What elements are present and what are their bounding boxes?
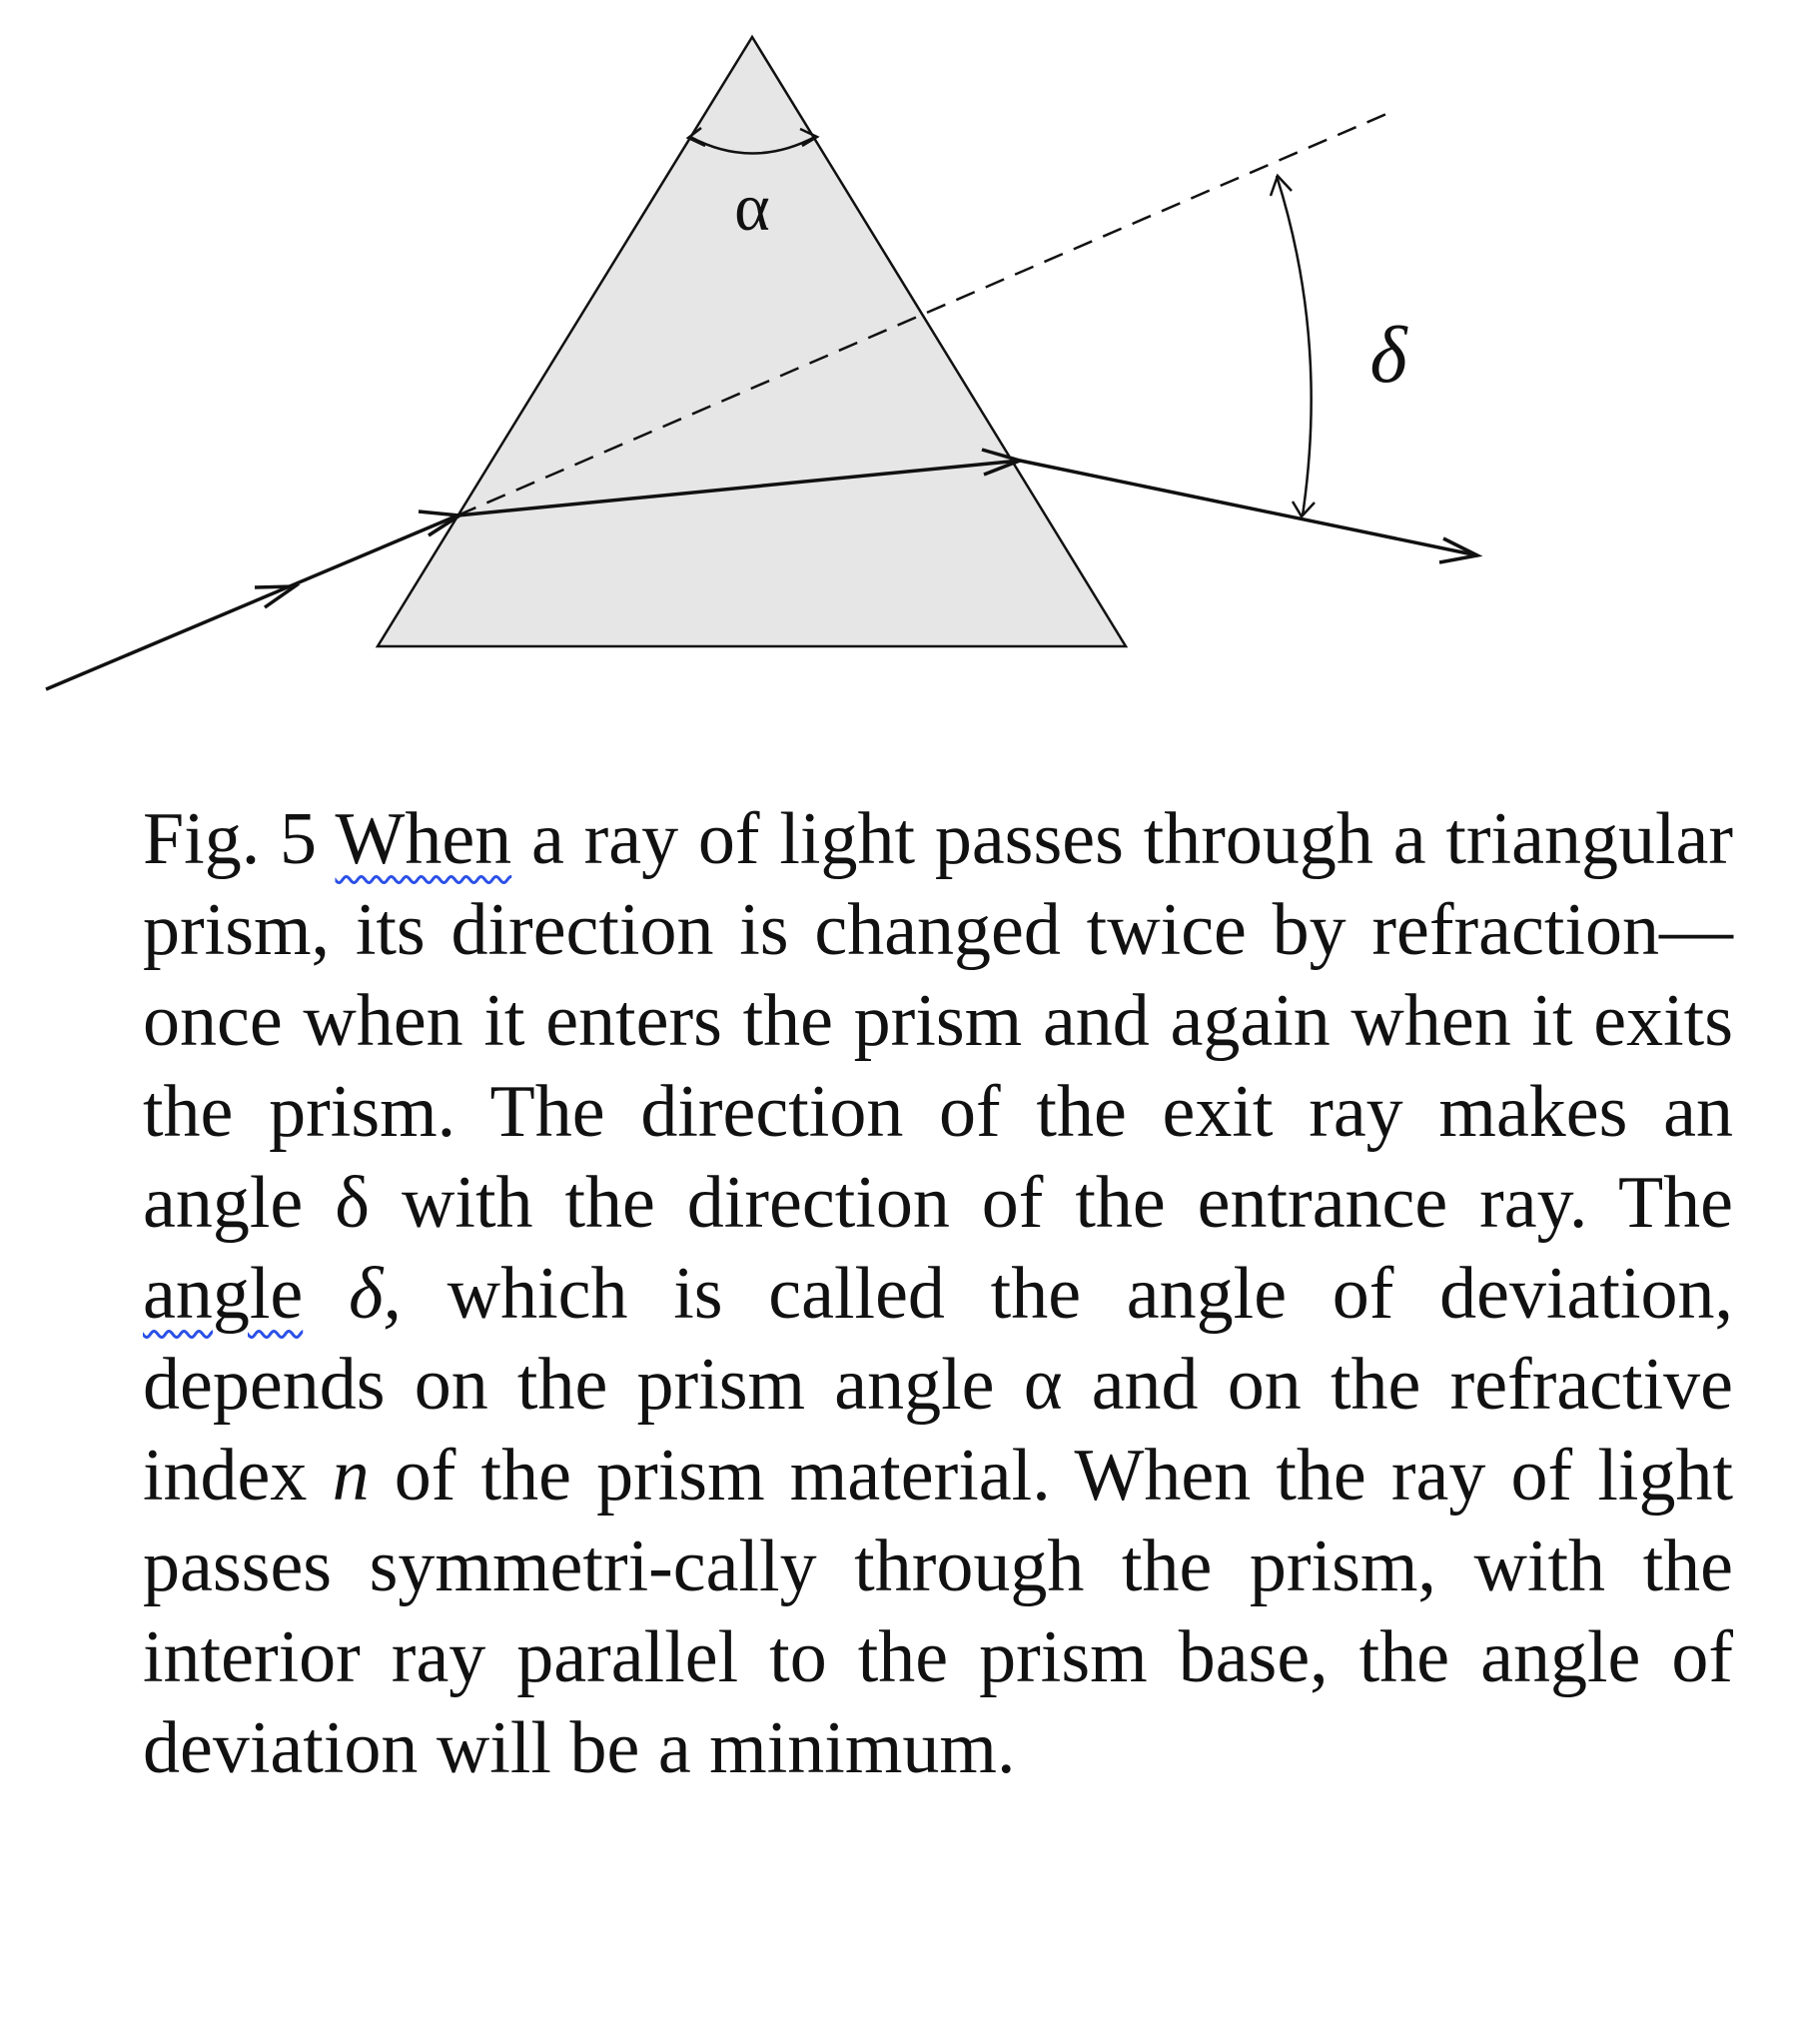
figure-caption <box>143 794 1733 1794</box>
caption-text-part1: a ray of light passes through a triangular prism, its direction is changed twice by refraction—once when it enters the prism and again when it exits the prism. The direction of the exit ray makes an angle δ with the direction of the entrance ray. The <box>143 798 1733 1244</box>
caption-fig-label: Fig. 5 <box>143 798 318 880</box>
deviation-angle-label: δ <box>1369 312 1407 400</box>
caption-n-symbol: n <box>332 1435 370 1517</box>
exit-ray <box>1020 461 1477 555</box>
prism-refraction-diagram <box>0 0 1797 719</box>
deviation-angle-arc <box>1277 176 1312 515</box>
incident-ray <box>46 515 457 689</box>
prism-angle-label: α <box>734 169 770 245</box>
caption-word-angle: angle <box>143 1253 304 1335</box>
caption-text-part2: which is called the angle of deviation, depends on the prism angle α and on the refractive index <box>143 1253 1734 1517</box>
caption-word-when: When <box>335 798 512 880</box>
caption-delta-symbol: δ, <box>348 1253 402 1335</box>
prism-triangle <box>378 37 1126 646</box>
caption-text-part3: of the prism material. When the ray of light passes symmetri-cally through the prism, with the interior ray parallel to the prism base, the angle of deviation will be a minimum. <box>143 1435 1734 1789</box>
